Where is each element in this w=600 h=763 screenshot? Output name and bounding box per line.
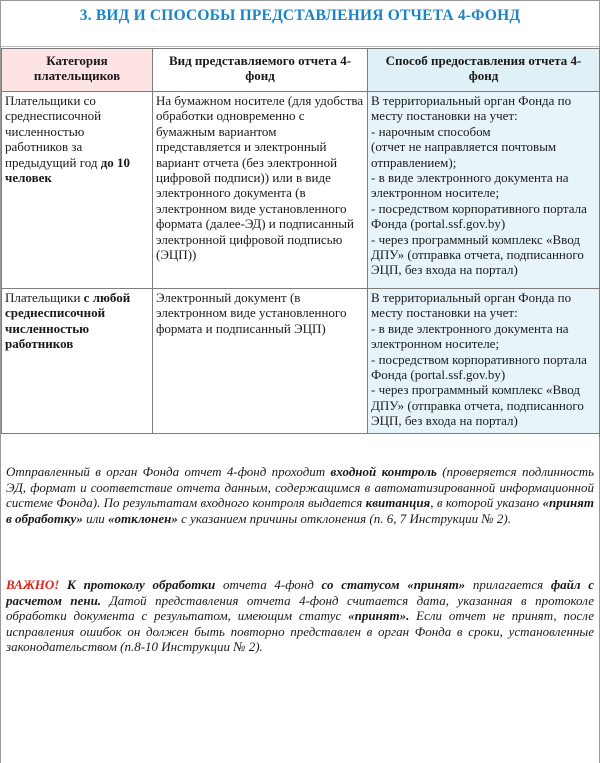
note2-emphasis: К протоколу обработки xyxy=(59,577,216,592)
row2-method-line: - в виде электронного документа на электронном носителе; xyxy=(371,320,569,352)
note2-emphasis: со статусом «принят» xyxy=(321,577,466,592)
note2-emphasis: файл с расчетом пени. xyxy=(6,577,594,608)
row1-category-emphasis: до 10 человек xyxy=(5,154,131,186)
note1-emphasis: квитанция xyxy=(365,495,431,511)
row2-category xyxy=(2,289,153,437)
row1-method-line: - нарочным способом xyxy=(371,123,491,139)
note1-text: (проверяется подлинность ЭД, формат и соответствие отчета данным, содержащимся в автоматизированной информационной системе Фонда). По результатам входного контроля выдается xyxy=(6,464,595,511)
row2-category-emphasis: с любой среднесписочной численностью работников xyxy=(5,290,131,352)
header-category: Категория плательщиков xyxy=(2,49,153,92)
note2-emphasis: «принят». xyxy=(348,608,410,624)
note1-emphasis: входной контроль xyxy=(330,464,437,479)
note2-text: Датой представления отчета 4-фонд считается дата, указанная в протоколе обработки документа с результатом, имеющим статус xyxy=(6,592,594,624)
header-report-type: Вид представляемого отчета 4-фонд xyxy=(153,49,368,92)
row2-category-text: Плательщики xyxy=(5,290,84,305)
table-row xyxy=(2,289,600,437)
row1-method-line: - через программный комплекс «Ввод ДПУ» (отправка отчета, подписанного ЭЦП, без входа на портал) xyxy=(371,231,584,278)
table-header-row xyxy=(2,49,600,92)
row1-report-type: На бумажном носителе (для удобства обработки одновременно с бумажным вариантом представляется и электронный вариант отчета (без электронной цифровой подписи)) или в виде электронного документа (в электронном виде установленного формата (далее-ЭД) и подписанный электронной цифровой подписью (ЭЦП)) xyxy=(153,92,368,289)
report-methods-table xyxy=(1,48,600,437)
row2-method-line: В территориальный орган Фонда по месту постановки на учет: xyxy=(371,290,572,321)
row1-method-line: - посредством корпоративного портала Фонда (portal.ssf.gov.by) xyxy=(371,200,587,232)
note2-text: прилагается xyxy=(465,577,551,592)
note1-emphasis: «отклонен» xyxy=(108,510,178,526)
note1-text: с указанием причины отклонения (п. 6, 7 Инструкции № 2). xyxy=(177,510,511,526)
row1-method-line: (отчет не направляется почтовым отправлением); xyxy=(371,139,557,170)
note2-text: Если отчет не принят, после исправления ошибок он должен быть повторно представлен в орган Фонда в сроки, установленные законодательством (п.8-10 Инструкции № 2). xyxy=(6,608,594,655)
important-note xyxy=(6,577,594,655)
header-method: Способ предоставления отчета 4-фонд xyxy=(368,49,600,92)
note1-text: или xyxy=(82,510,109,526)
row2-method-line: - посредством корпоративного портала Фонда (portal.ssf.gov.by) xyxy=(371,351,587,383)
row1-method xyxy=(368,92,600,289)
row1-method-line: В территориальный орган Фонда по месту постановки на учет: xyxy=(371,93,572,124)
row1-method-line: - в виде электронного документа на электронном носителе; xyxy=(371,170,569,201)
note1-text: , в которой указано xyxy=(430,495,543,511)
note1-text: Отправленный в орган Фонда отчет 4-фонд проходит xyxy=(6,464,331,479)
row2-method xyxy=(368,289,600,437)
note2-text: отчета 4-фонд xyxy=(215,577,322,592)
row1-category-text: Плательщики со среднесписочной численностью работников за предыдущий год xyxy=(5,93,102,170)
page-title: 3. ВИД И СПОСОБЫ ПРЕДСТАВЛЕНИЯ ОТЧЕТА 4-ФОНД xyxy=(79,7,521,24)
notes-section xyxy=(1,433,599,763)
row2-report-type: Электронный документ (в электронном виде установленного формата и подписанный ЭЦП) xyxy=(153,289,368,437)
input-control-note xyxy=(6,464,594,526)
title-bar xyxy=(1,1,599,47)
row2-method-line: - через программный комплекс «Ввод ДПУ» (отправка отчета, подписанного ЭЦП, без входа на портал) xyxy=(371,382,584,429)
table-row xyxy=(2,92,600,289)
important-label: ВАЖНО! xyxy=(6,577,60,592)
note1-emphasis: «принят в обработку» xyxy=(6,495,594,526)
row1-category xyxy=(2,92,153,289)
